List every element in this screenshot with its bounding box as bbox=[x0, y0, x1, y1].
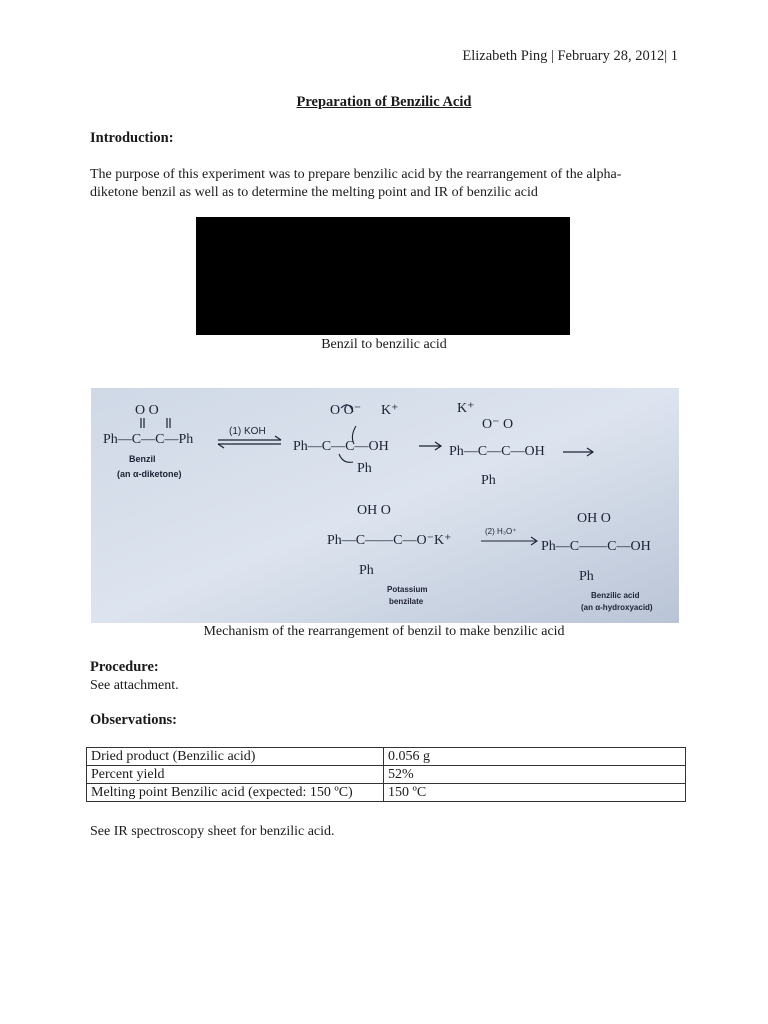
diketone-label: (an α-diketone) bbox=[117, 469, 182, 479]
mechanism-image bbox=[91, 388, 679, 623]
observations-table bbox=[86, 747, 686, 802]
product-ph: Ph bbox=[579, 569, 594, 584]
page-title: Preparation of Benzilic Acid bbox=[296, 94, 472, 110]
product-formula: Ph—C——C—OH bbox=[541, 539, 651, 554]
benzil-formula: Ph—C—C—Ph bbox=[103, 432, 194, 447]
k-plus-2: K⁺ bbox=[457, 401, 475, 416]
salt-oxygens: OH O bbox=[357, 503, 391, 518]
table-cell-label: Melting point Benzilic acid (expected: 150 ºC) bbox=[87, 784, 384, 802]
observations-heading: Observations: bbox=[90, 712, 177, 728]
benzil-oxygens: O O bbox=[135, 403, 159, 418]
procedure-text: See attachment. bbox=[90, 678, 179, 693]
potassium-label: Potassium bbox=[387, 585, 428, 594]
intermediate2-oxygens: O⁻ O bbox=[482, 417, 514, 432]
table-row bbox=[87, 784, 686, 802]
hydroxyacid-label: (an α-hydroxyacid) bbox=[581, 603, 653, 612]
h3o-label: (2) H₃O⁺ bbox=[485, 527, 517, 536]
intermediate1-formula: Ph—C—C—OH bbox=[293, 439, 389, 454]
table-cell-label: Dried product (Benzilic acid) bbox=[87, 748, 384, 766]
salt-formula: Ph—C——C—O⁻K⁺ bbox=[327, 533, 452, 548]
table-cell-value: 52% bbox=[384, 766, 686, 784]
koh-label: (1) KOH bbox=[229, 426, 266, 437]
benzil-label: Benzil bbox=[129, 454, 156, 464]
k-plus-1: K⁺ bbox=[381, 403, 399, 418]
intermediate1-ph: Ph bbox=[357, 461, 372, 476]
introduction-line-1: The purpose of this experiment was to prepare benzilic acid by the rearrangement of the alpha- bbox=[90, 167, 622, 182]
introduction-text bbox=[90, 166, 680, 202]
figure-caption-mechanism: Mechanism of the rearrangement of benzil to make benzilic acid bbox=[203, 624, 565, 639]
benzilate-label: benzilate bbox=[389, 597, 424, 606]
intermediate2-ph: Ph bbox=[481, 473, 496, 488]
ir-note: See IR spectroscopy sheet for benzilic acid. bbox=[90, 824, 335, 839]
benzilic-acid-label: Benzilic acid bbox=[591, 591, 640, 600]
table-cell-value: 0.056 g bbox=[384, 748, 686, 766]
figure-caption-benzil: Benzil to benzilic acid bbox=[321, 337, 447, 352]
table-row bbox=[87, 748, 686, 766]
redacted-figure bbox=[196, 217, 570, 335]
page-header: Elizabeth Ping | February 28, 2012| 1 bbox=[462, 48, 678, 64]
procedure-heading: Procedure: bbox=[90, 659, 159, 675]
intermediate1-oxygens: O O⁻ bbox=[330, 403, 362, 418]
introduction-heading: Introduction: bbox=[90, 130, 174, 146]
intermediate2-formula: Ph—C—C—OH bbox=[449, 444, 545, 459]
table-cell-label: Percent yield bbox=[87, 766, 384, 784]
table-cell-value: 150 ºC bbox=[384, 784, 686, 802]
table-row bbox=[87, 766, 686, 784]
salt-ph: Ph bbox=[359, 563, 374, 578]
introduction-line-2: diketone benzil as well as to determine the melting point and IR of benzilic acid bbox=[90, 185, 538, 200]
product-oxygens: OH O bbox=[577, 511, 611, 526]
